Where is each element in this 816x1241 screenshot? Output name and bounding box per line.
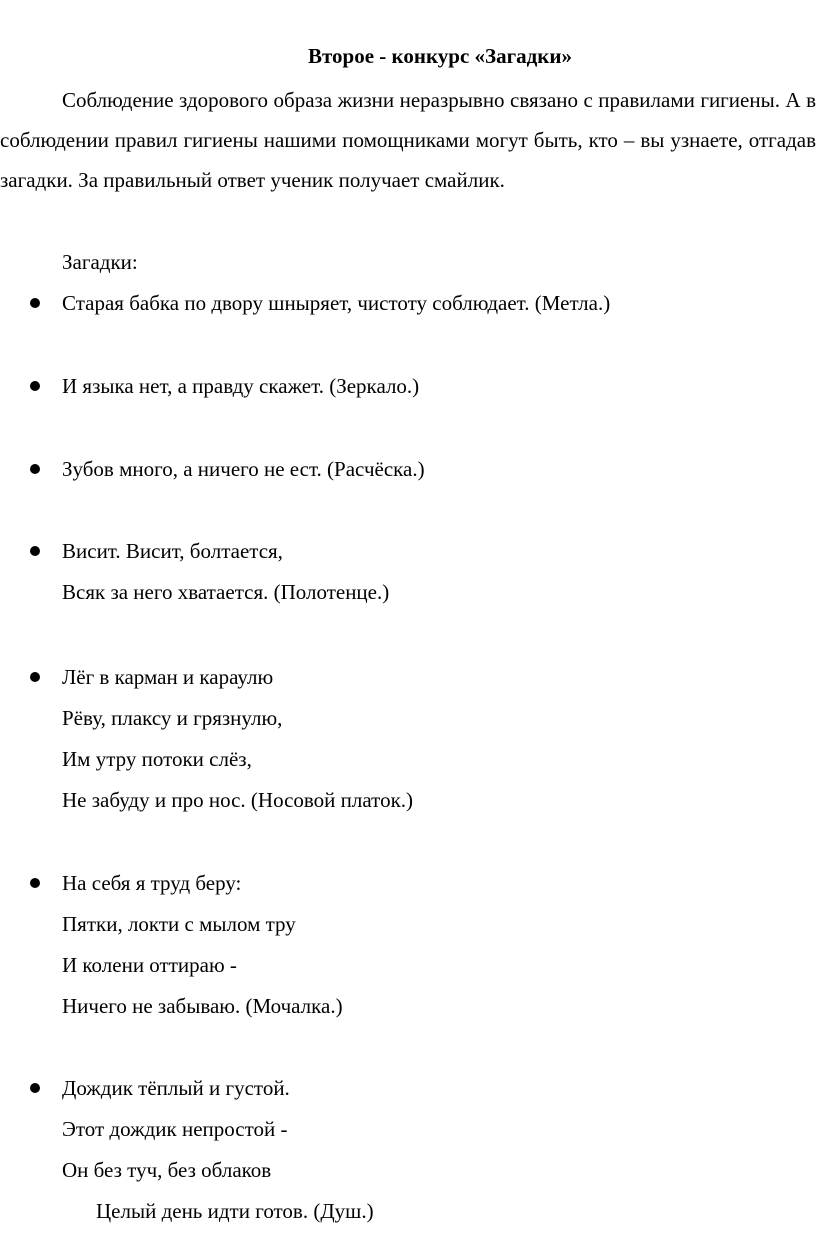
bullet-icon	[30, 672, 40, 682]
riddle-line: И языка нет, а правду скажет. (Зеркало.)	[62, 374, 420, 398]
riddle-line: Ничего не забываю. (Мочалка.)	[62, 994, 343, 1018]
riddle-line: И колени оттираю -	[62, 953, 237, 977]
riddle-line: Он без туч, без облаков	[62, 1158, 272, 1182]
riddle-line: На себя я труд беру:	[62, 871, 242, 895]
riddle-line: Всяк за него хватается. (Полотенце.)	[62, 580, 390, 604]
bullet-icon	[30, 381, 40, 391]
bullet-icon	[30, 298, 40, 308]
intro-paragraph: Соблюдение здорового образа жизни неразрывно связано с правилами гигиены. А в соблюдении правил гигиены нашими помощниками могут быть, кто – вы узнаете, отгадав загадки. За правильный ответ ученик получает смайлик.	[0, 88, 816, 192]
bullet-icon	[30, 878, 40, 888]
bullet-icon	[30, 546, 40, 556]
riddle-line: Рёву, плаксу и грязнулю,	[62, 706, 283, 730]
riddle-line: Пятки, локти с мылом тру	[62, 912, 296, 936]
riddle-line: Целый день идти готов. (Душ.)	[96, 1199, 374, 1223]
riddle-line: Дождик тёплый и густой.	[62, 1076, 290, 1100]
riddle-line: Им утру потоки слёз,	[62, 747, 252, 771]
riddle-line: Лёг в карман и караулю	[62, 665, 274, 689]
bullet-icon	[30, 1083, 40, 1093]
riddle-line: Не забуду и про нос. (Носовой платок.)	[62, 788, 414, 812]
riddle-line: Зубов много, а ничего не ест. (Расчёска.)	[62, 457, 425, 481]
bullet-icon	[30, 464, 40, 474]
page-title: Второе - конкурс «Загадки»	[308, 44, 572, 68]
riddle-line: Висит. Висит, болтается,	[62, 539, 283, 563]
riddle-line: Старая бабка по двору шныряет, чистоту соблюдает. (Метла.)	[62, 291, 611, 315]
riddles-label: Загадки:	[62, 250, 138, 274]
riddle-line: Этот дождик непростой -	[62, 1117, 288, 1141]
